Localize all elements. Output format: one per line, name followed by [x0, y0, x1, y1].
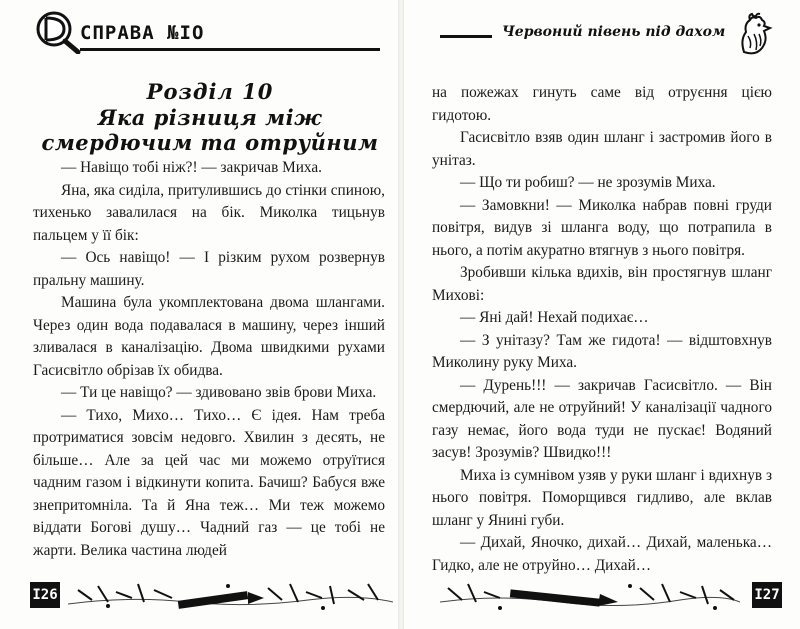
right-page-text: [432, 82, 772, 577]
paragraph: Яна, яка сиділа, притулившись до стінки спиною, тихенько завалилася на бік. Миколка тицьнув пальцем у її бік:: [33, 181, 385, 244]
paragraph: — З унітазу? Там же гидота! — відштовхнув Миколину руку Миха.: [432, 331, 772, 371]
paragraph: Зробивши кілька вдихів, він простягнув шланг Михові:: [432, 264, 772, 304]
paragraph: — Яні дай! Нехай подихає…: [460, 309, 649, 326]
paragraph: — Тихо, Михо… Тихо… Є ідея. Нам треба протриматися зовсім недовго. Хвилин з десять, не більше… Але за цей час ми можемо отруїтися чадним газом і відкинути копита. Бачиш? Бабуся вже знепритомніла. Та й Яна теж… Ми теж можемо віддати Богові душу… Чадний газ — це тобі не жарти. Велика частина людей: [33, 406, 385, 559]
chapter-title-line-1: Яка різниця між: [97, 105, 323, 130]
left-page-footer: [30, 578, 395, 616]
paragraph: — Ти це навіщо? — здивовано звів брови Миха.: [61, 384, 377, 401]
paragraph: — Дурень!!! — закричав Гасисвітло. — Він смердючий, але не отруйний! У каналізації чадного газу немає, його вода туди не пускає! Водяний засув! Зрозумів? Швидко!!!: [432, 376, 772, 461]
paragraph: Миха із сумнівом узяв у руки шланг і вдихнув з нього повітря. Поморщився гидливо, але вклав шланг у Янині губи.: [432, 466, 772, 529]
magnifier-letter-d-icon: [32, 10, 82, 54]
left-page-header: [22, 8, 402, 58]
firecracker-debris-illustration: [440, 578, 740, 614]
book-gutter: [398, 0, 404, 629]
paragraph: — Навіщо тобі ніж?! — закричав Миха.: [61, 159, 322, 176]
paragraph: — Що ти робиш? — не зрозумів Миха.: [460, 174, 716, 191]
paragraph: Гасисвітло взяв один шланг і застромив його в унітаз.: [432, 129, 772, 169]
right-page-footer: [440, 578, 790, 616]
left-page-text: [33, 157, 385, 562]
right-header-rule: [440, 35, 492, 38]
paragraph: Машина була укомплектована двома шлангами. Через один вода подавалася в машину, через інший зливалася в каналізацію. Двома швидкими рухами Гасисвітло обрізав їх обидва.: [33, 294, 385, 379]
paragraph: — Замовкни! — Миколка набрав повні груди повітря, видув зі шланга воду, що потрапила в нього, а потім акуратно втягнув з нього повітря.: [432, 196, 772, 259]
left-page-number: I26: [30, 582, 60, 608]
chapter-title-line-2: смердючим та отруйним: [41, 130, 379, 155]
left-header-title: СПРАВА №IO: [80, 22, 205, 44]
right-page-header: [440, 12, 790, 62]
chapter-number: Розділ 10: [146, 79, 274, 104]
right-page-number: I27: [752, 582, 782, 608]
right-header-title: Червоний півень під дахом: [502, 24, 726, 40]
rooster-icon: [730, 12, 778, 60]
paragraph: — Ось навіщо! — І різким рухом розвернув пральну машину.: [33, 249, 385, 289]
paragraph: на пожежах гинуть саме від отруєння цією гидотою.: [432, 84, 772, 124]
left-header-rule: [80, 48, 380, 51]
chapter-heading: [30, 78, 390, 155]
paragraph: — Дихай, Яночко, дихай… Дихай, маленька… Гидко, але не отруйно… Дихай…: [432, 534, 772, 574]
firecracker-debris-illustration: [68, 578, 393, 614]
